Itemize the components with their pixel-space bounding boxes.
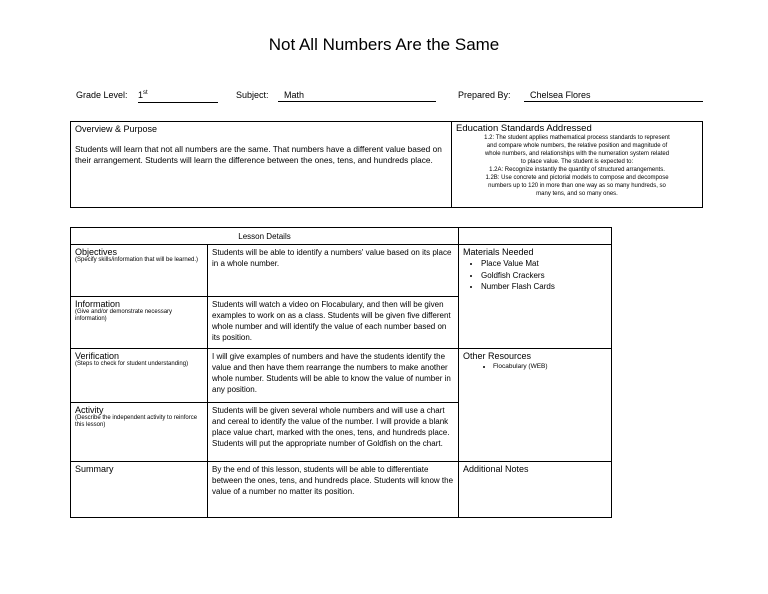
resources-heading: Other Resources xyxy=(463,351,532,361)
notes-cell xyxy=(459,462,612,518)
standards-line: 1.2: The student applies mathematical process standards to represent xyxy=(484,135,670,141)
notes-heading: Additional Notes xyxy=(463,464,529,474)
information-label-cell xyxy=(71,297,208,349)
overview-section xyxy=(71,122,452,207)
materials-heading: Materials Needed xyxy=(463,247,534,257)
resources-list xyxy=(463,362,607,372)
row-title: Activity xyxy=(75,405,104,415)
verification-text: I will give examples of numbers and have the students identify the value and then have them rearrange the numbers to make another whole number. Students will be able to know the value of number in any position. xyxy=(208,349,459,403)
row-subtitle: (Describe the independent activity to reinforce this lesson) xyxy=(75,415,198,428)
summary-label-cell xyxy=(71,462,208,518)
information-text: Students will watch a video on Flocabulary, and then will be given examples to work on as a class. Students will be given five different whole number and will identify the value of each number based on its position. xyxy=(208,297,459,349)
lesson-details-header: Lesson Details xyxy=(71,228,459,245)
materials-list xyxy=(463,258,607,293)
standards-line: and compare whole numbers, the relative position and magnitude of xyxy=(486,143,668,149)
standards-line: to place value. The student is expected to: xyxy=(520,159,634,165)
row-subtitle: (Give and/or demonstrate necessary information) xyxy=(75,309,173,322)
standards-section xyxy=(452,122,702,207)
resources-cell xyxy=(459,349,612,462)
list-item: • Goldfish Crackers xyxy=(481,270,607,282)
standards-line: numbers up to 120 in more than one way as so many hundreds, so xyxy=(488,183,666,189)
table-row xyxy=(71,462,612,518)
verification-label-cell xyxy=(71,349,208,403)
summary-text: By the end of this lesson, students will be able to differentiate between the ones, tens, and hundreds place. Students will know the value of a number no matter its position. xyxy=(208,462,459,518)
activity-label-cell xyxy=(71,403,208,462)
standards-text xyxy=(456,134,698,198)
prepared-by-label: Prepared By: xyxy=(458,90,511,100)
table-row xyxy=(71,349,612,403)
list-item: • Number Flash Cards xyxy=(481,281,607,293)
prepared-by-value: Chelsea Flores xyxy=(524,90,703,102)
row-title: Objectives xyxy=(75,247,118,257)
standards-line: many tens, and so many ones. xyxy=(536,191,618,197)
activity-text: Students will be given several whole numbers and will use a chart and cereal to identify the value of the number. I will provide a blank place value chart, marked with the ones, tens, and hundreds place. Students will put the appropriate number of Goldfish on the chart. xyxy=(208,403,459,462)
standards-heading: Education Standards Addressed xyxy=(456,123,592,134)
overview-text: Students will learn that not all numbers are the same. That numbers have a different value based on their arrangement. Students will learn the difference between the ones, tens, and hundreds place. xyxy=(75,144,442,165)
objectives-text: Students will be able to identify a numbers' value based on its place in a whole number. xyxy=(208,245,459,297)
row-title: Summary xyxy=(75,464,114,474)
list-item: • Place Value Mat xyxy=(481,258,607,270)
table-row xyxy=(71,245,612,297)
list-item: • Flocabulary (WEB) xyxy=(493,362,607,372)
lesson-details-table xyxy=(70,227,612,518)
subject-label: Subject: xyxy=(236,90,269,100)
standards-line: 1.2A: Recognize instantly the quantity of structured arrangements. xyxy=(489,167,665,173)
overview-heading: Overview & Purpose xyxy=(75,124,158,134)
row-subtitle: (Specify skills/information that will be learned.) xyxy=(75,257,199,263)
standards-line: whole numbers, and relationships with the numeration system related xyxy=(484,151,670,157)
materials-cell xyxy=(459,245,612,349)
objectives-label-cell xyxy=(71,245,208,297)
lesson-header-blank xyxy=(459,228,612,245)
row-title: Verification xyxy=(75,351,120,361)
row-subtitle: (Steps to check for student understanding) xyxy=(75,361,189,367)
standards-line: 1.2B: Use concrete and pictorial models to compose and decompose xyxy=(485,175,669,181)
row-title: Information xyxy=(75,299,121,309)
document-title: Not All Numbers Are the Same xyxy=(268,35,500,54)
grade-level-label: Grade Level: xyxy=(76,90,128,100)
lesson-header-row xyxy=(71,228,612,245)
overview-box xyxy=(70,121,703,208)
subject-value: Math xyxy=(278,90,436,102)
grade-level-value: 1st xyxy=(138,90,218,103)
